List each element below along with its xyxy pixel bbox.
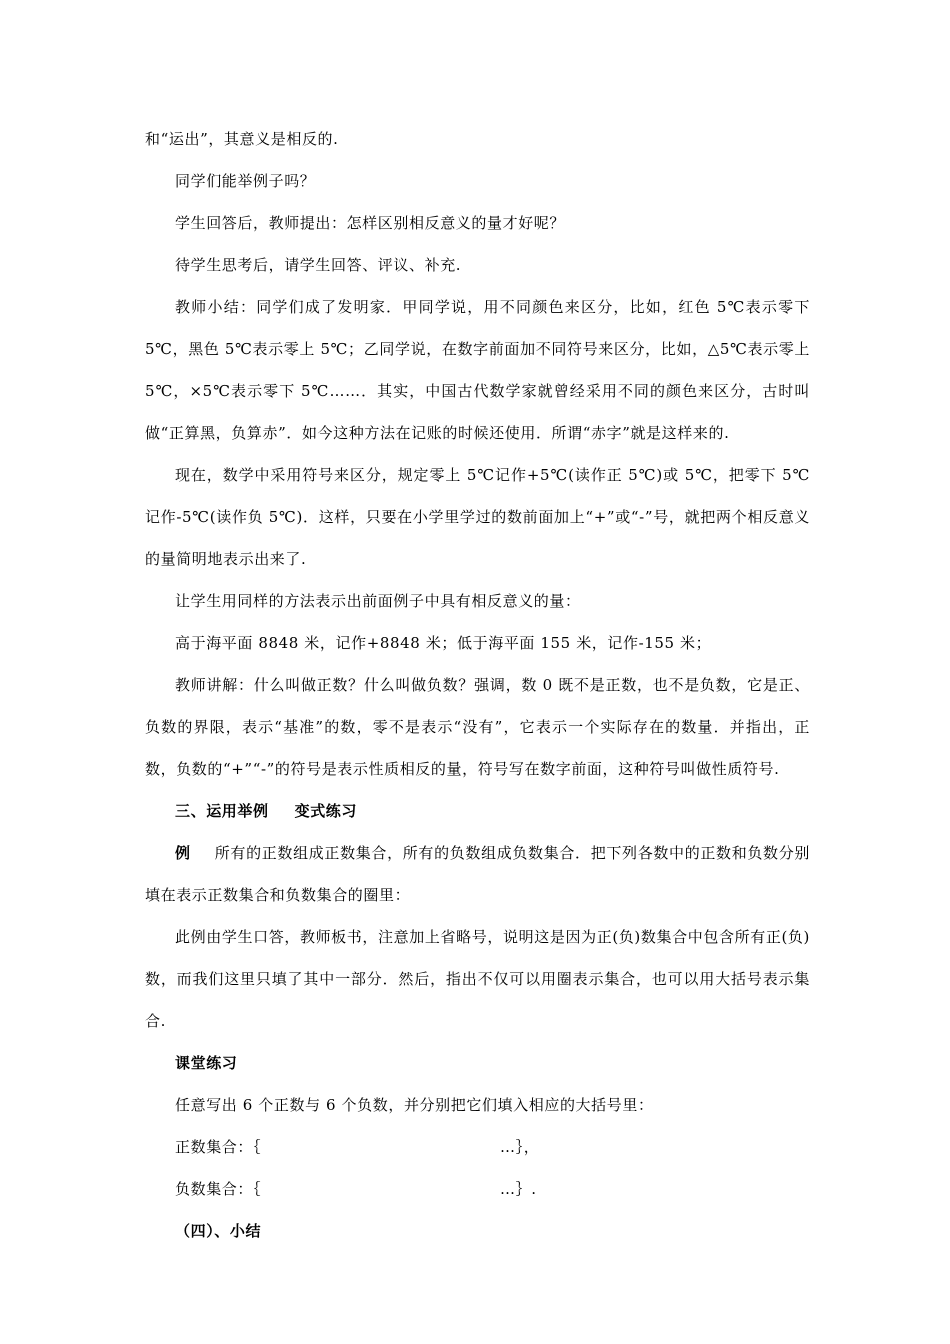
positive-set-line (145, 1126, 810, 1168)
section-3-heading (145, 790, 810, 832)
paragraph-example-notes: 此例由学生口答，教师板书，注意加上省略号，说明这是因为正(负)数集合中包含所有正(负)数，而我们这里只填了其中一部分．然后，指出不仅可以用圈表示集合，也可以用大括号表示集合. (145, 928, 810, 1030)
document-page (145, 118, 810, 1252)
example-text: 所有的正数组成正数集合，所有的负数组成负数集合．把下列各数中的正数和负数分别填在表示正数集合和负数集合的圈里： (145, 844, 810, 904)
paragraph-1: 和“运出”，其意义是相反的. (145, 130, 339, 148)
negative-set-line (145, 1168, 810, 1210)
example-label: 例 (175, 844, 191, 862)
section-4-heading: （四）、小结 (175, 1222, 262, 1240)
positive-set-label: 正数集合：｛ (175, 1138, 262, 1156)
paragraph-2: 同学们能举例子吗？ (175, 172, 316, 190)
paragraph-4: 待学生思考后，请学生回答、评议、补充. (175, 256, 462, 274)
negative-set-label: 负数集合：｛ (175, 1180, 262, 1198)
negative-set-tail: …｝. (500, 1180, 537, 1198)
section-3-title-b: 变式练习 (294, 802, 358, 820)
paragraph-3: 学生回答后，教师提出：怎样区别相反意义的量才好呢？ (175, 214, 566, 232)
paragraph-teacher-explain: 教师讲解：什么叫做正数？什么叫做负数？强调，数 0 既不是正数，也不是负数，它是正、负数的界限，表示“基准”的数，零不是表示“没有”，它表示一个实际存在的数量．并指出，正数，负数的“+”“-”的符号是表示性质相反的量，符号写在数字前面，这种符号叫做性质符号. (145, 676, 810, 778)
paragraph-practice: 任意写出 6 个正数与 6 个负数，并分别把它们填入相应的大括号里： (175, 1096, 654, 1114)
section-3-title-a: 三、运用举例 (175, 802, 269, 820)
paragraph-sea-level: 高于海平面 8848 米，记作+8848 米；低于海平面 155 米，记作-155 米； (175, 634, 712, 652)
practice-heading: 课堂练习 (175, 1054, 238, 1072)
positive-set-tail: …｝， (500, 1138, 540, 1156)
paragraph-example (145, 832, 810, 916)
paragraph-student-task: 让学生用同样的方法表示出前面例子中具有相反意义的量： (175, 592, 581, 610)
paragraph-teacher-summary: 教师小结：同学们成了发明家．甲同学说，用不同颜色来区分，比如，红色 5℃表示零下 5℃，黑色 5℃表示零上 5℃；乙同学说，在数字前面加不同符号来区分，比如，△5℃表示零上 5℃，×5℃表示零下 5℃……．其实，中国古代数学家就曾经采用不同的颜色来区分，古时叫做“正算黑，负算赤”．如今这种方法在记账的时候还使用．所谓“赤字”就是这样来的. (145, 298, 810, 442)
paragraph-sign-convention: 现在，数学中采用符号来区分，规定零上 5℃记作+5℃(读作正 5℃)或 5℃，把零下 5℃记作-5℃(读作负 5℃)．这样，只要在小学里学过的数前面加上“+”或“-”号，就把两个相反意义的量简明地表示出来了. (145, 466, 810, 568)
